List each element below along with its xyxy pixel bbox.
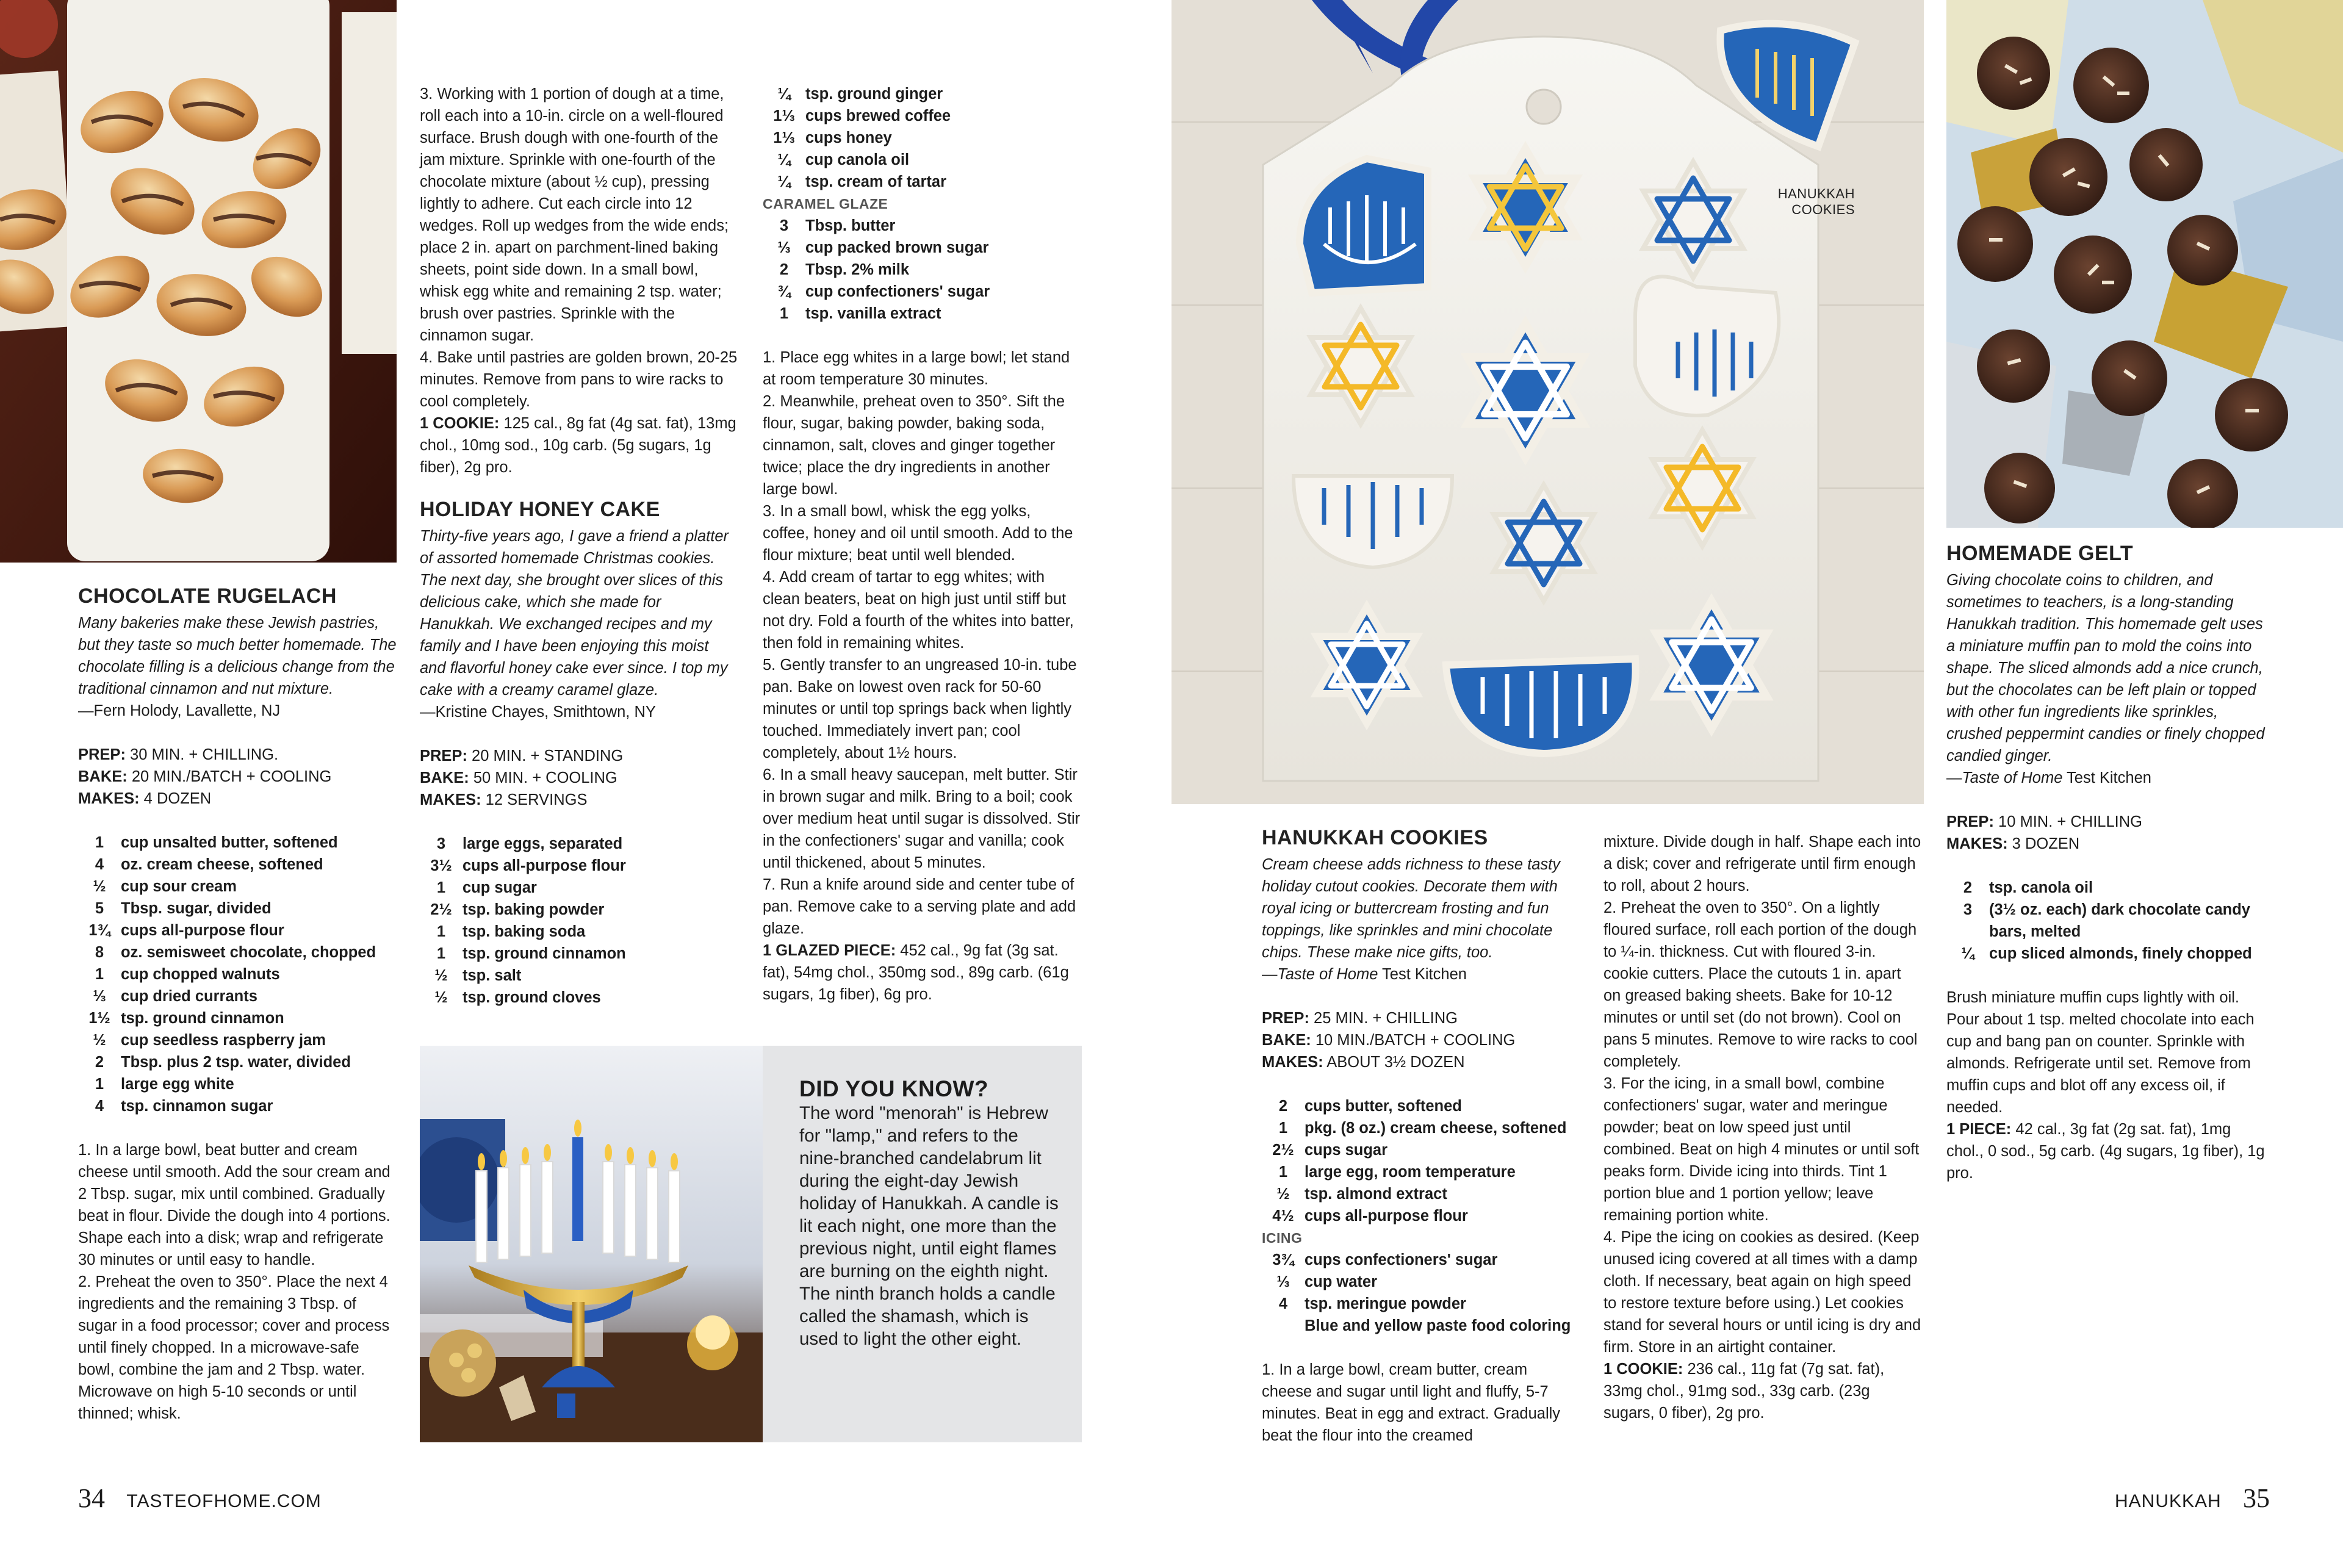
ingredient-quantity: ½ (434, 967, 448, 984)
gelt-nutrition: 1 PIECE: 42 cal., 3g fat (2g sat. fat), 1mg chol., 0 sod., 5g carb. (4g sugars, 1g fiber), 1g pro. (1946, 1121, 2265, 1182)
ingredient-row (420, 943, 738, 965)
ingredient-name: Tbsp. sugar, divided (121, 900, 272, 917)
ingredient-name: cup dried currants (121, 988, 257, 1005)
ingredient-quantity: 3 (779, 217, 789, 234)
ingredient-name: large egg, room temperature (1305, 1163, 1516, 1181)
ingredient-name: Blue and yellow paste food coloring (1305, 1317, 1571, 1334)
ingredient-row (1262, 1117, 1580, 1139)
ingredient-row (78, 897, 397, 919)
ingredient-quantity: 1 (1278, 1120, 1288, 1137)
ingredient-row (420, 877, 738, 899)
ingredient-name: oz. semisweet chocolate, chopped (121, 944, 376, 961)
ingredient-quantity: 2½ (1272, 1142, 1294, 1159)
step-paragraph: 1. In a large bowl, beat butter and cream cheese until smooth. Add the sour cream and 2 Tbsp. sugar, mix until combined. Gradually beat in flour. Divide the dough into 4 portions. Shape each into a disk; wrap and refrigerate 30 minutes or until easy to handle. (78, 1142, 390, 1268)
ingredient-row (78, 1007, 397, 1029)
ingredient-quantity: 2 (95, 1054, 104, 1071)
ingredient-quantity: 3¾ (1272, 1251, 1294, 1268)
ingredient-name: Tbsp. plus 2 tsp. water, divided (121, 1054, 351, 1071)
ingredient-quantity: 4 (1278, 1295, 1288, 1312)
ingredient-name: cup water (1305, 1273, 1378, 1290)
ingredient-quantity: 4 (95, 1098, 104, 1115)
meta-makes: MAKES: 3 DOZEN (1946, 835, 2080, 852)
step-paragraph: Brush miniature muffin cups lightly with oil. Pour about 1 tsp. melted chocolate into each cup and bang pan on counter. Sprinkle with almonds. Refrigerate until set. Remove from muffin cups and blot off any excess oil, if needed. (1946, 989, 2255, 1116)
ingredient-row (78, 941, 397, 963)
rugelach-recipe (78, 584, 397, 1425)
did-you-know-box (763, 1046, 1082, 1442)
section-name: HANUKKAH (2115, 1491, 2222, 1511)
glaze-ingredients (763, 215, 1081, 325)
honeycake-steps (763, 347, 1081, 940)
ingredient-row (763, 171, 1081, 193)
cookies-title: HANUKKAH COOKIES (1262, 826, 1488, 849)
ingredient-row (420, 965, 738, 987)
ingredient-quantity: 2 (779, 261, 789, 278)
ingredient-name: cup sugar (462, 879, 537, 896)
ingredient-name: cups brewed coffee (805, 107, 951, 124)
ingredient-name: cup sliced almonds, finely chopped (1989, 945, 2252, 962)
honeycake-nutrition: 1 GLAZED PIECE: 452 cal., 9g fat (3g sat. fat), 54mg chol., 350mg sod., 89g carb. (61g sugars, 1g fiber), 6g pro. (763, 942, 1069, 1003)
ingredient-row (78, 832, 397, 854)
ingredient-name: cup unsalted butter, softened (121, 834, 338, 851)
ingredient-row (1946, 899, 2265, 943)
site-name: TASTEOFHOME.COM (126, 1491, 322, 1511)
column-three (763, 83, 1081, 1005)
cookies-meta (1262, 1007, 1580, 1073)
ingredient-name: tsp. baking soda (462, 923, 586, 940)
meta-bake: BAKE: 10 MIN./BATCH + COOLING (1262, 1032, 1516, 1049)
meta-prep: PREP: 30 MIN. + CHILLING. (78, 746, 279, 763)
honeycake-glaze (763, 193, 1081, 325)
ingredient-quantity: ⅓ (1276, 1273, 1290, 1290)
ingredient-quantity: 1¾ (88, 922, 110, 939)
step-paragraph: 4. Bake until pastries are golden brown, 20-25 minutes. Remove from pans to wire racks to cool completely. (420, 349, 738, 410)
ingredient-name: cup seedless raspberry jam (121, 1032, 326, 1049)
rugelach-title: CHOCOLATE RUGELACH (78, 584, 337, 608)
cookies-nutrition: 1 COOKIE: 236 cal., 11g fat (7g sat. fat), 33mg chol., 91mg sod., 33g carb. (23g sugars, 0 fiber), 2g pro. (1603, 1361, 1885, 1422)
ingredient-name: cup confectioners' sugar (805, 283, 990, 300)
step-paragraph: 6. In a small heavy saucepan, melt butter. Stir in brown sugar and milk. Bring to a boil; cook over medium heat until sugar is dissolved. Stir in the confectioners' sugar and vanilla; cook until thickened, about 5 minutes. (763, 766, 1081, 871)
rugelach-steps-part1 (78, 1139, 397, 1425)
step-paragraph: 3. For the icing, in a small bowl, combine confectioners' sugar, water and meringue powder; beat on low speed just until combined. Beat on high 4 minutes or until soft peaks form. Divide icing into thirds. Tint 1 portion blue and 1 portion yellow; leave remaining portion white. (1603, 1075, 1920, 1224)
ingredient-quantity: 1½ (88, 1010, 110, 1027)
ingredient-row (420, 899, 738, 921)
step-paragraph: 2. Preheat the oven to 350°. On a lightly floured surface, roll each portion of the dough to ¼-in. thickness. Cut with floured 3-in. cookie cutters. Place the cutouts 1 in. apart on greased baking sheets. Bake for 10-12 minutes or until set (do not brown). Cool on pans 5 minutes. Remove to wire racks to cool completely. (1603, 899, 1918, 1070)
rugelach-nutrition: 1 COOKIE: 125 cal., 8g fat (4g sat. fat), 13mg chol., 10mg sod., 10g carb. (5g sugars, 1g fiber), 2g pro. (420, 415, 736, 476)
icing-ingredients (1262, 1249, 1580, 1337)
ingredient-row (763, 83, 1081, 105)
rugelach-steps-part2 (420, 83, 738, 412)
ingredient-row (1262, 1205, 1580, 1227)
honeycake-byline: —Kristine Chayes, Smithtown, NY (420, 703, 656, 721)
ingredient-row (1262, 1095, 1580, 1117)
ingredient-row (763, 259, 1081, 281)
gelt-photo (1946, 0, 2343, 528)
ingredient-name: cup canola oil (805, 151, 910, 168)
ingredient-row (420, 921, 738, 943)
ingredient-row (1262, 1161, 1580, 1183)
ingredient-quantity: 1 (436, 945, 446, 962)
icing-label: ICING (1262, 1230, 1303, 1246)
ingredient-quantity: 1⅓ (773, 107, 795, 124)
honeycake-meta (420, 745, 738, 811)
page-number-right: 35 (2243, 1483, 2270, 1513)
meta-makes: MAKES: ABOUT 3½ DOZEN (1262, 1054, 1465, 1071)
ingredient-name: large eggs, separated (462, 835, 623, 852)
ingredient-quantity: 3 (436, 835, 446, 852)
cookies-steps-part2 (1603, 831, 1922, 1358)
cookies-column-two (1603, 831, 1922, 1424)
ingredient-row (763, 303, 1081, 325)
gelt-steps (1946, 987, 2265, 1118)
ingredient-row (78, 1073, 397, 1095)
cookies-photo (1172, 0, 1924, 804)
ingredient-row (1262, 1293, 1580, 1315)
left-folio (78, 1483, 322, 1514)
ingredient-name: cups butter, softened (1305, 1098, 1462, 1115)
cookies-byline: —Taste of Home Test Kitchen (1262, 966, 1467, 983)
ingredient-quantity: ⅓ (93, 988, 106, 1005)
ingredient-name: pkg. (8 oz.) cream cheese, softened (1305, 1120, 1567, 1137)
ingredient-name: tsp. cinnamon sugar (121, 1098, 273, 1115)
ingredient-name: tsp. salt (462, 967, 522, 984)
glaze-label: CARAMEL GLAZE (763, 196, 888, 212)
ingredient-quantity: ½ (93, 1032, 106, 1049)
ingredient-row (1262, 1183, 1580, 1205)
ingredient-quantity: ½ (1276, 1185, 1290, 1203)
ingredient-name: cups all-purpose flour (1305, 1207, 1468, 1225)
ingredient-quantity: ½ (434, 989, 448, 1006)
rugelach-photo (0, 0, 397, 563)
ingredient-quantity: 2 (1278, 1098, 1288, 1115)
ingredient-quantity: ⅓ (777, 239, 791, 256)
gelt-recipe (1946, 542, 2265, 1184)
ingredient-quantity: 1⅓ (773, 129, 795, 146)
ingredient-quantity: 5 (95, 900, 104, 917)
ingredient-quantity: 3 (1963, 901, 1973, 918)
ingredient-name: tsp. ground ginger (805, 85, 943, 102)
step-paragraph: 7. Run a knife around side and center tube of pan. Remove cake to a serving plate and add glaze. (763, 876, 1076, 937)
step-paragraph: 1. Place egg whites in a large bowl; let stand at room temperature 30 minutes. (763, 349, 1070, 388)
step-paragraph: 5. Gently transfer to an ungreased 10-in. tube pan. Bake on lowest oven rack for 50-60 minutes or until top springs back when lightly touched. Immediately invert pan; cool completely, about 1½ hours. (763, 656, 1077, 761)
ingredient-row (78, 854, 397, 876)
honeycake-title: HOLIDAY HONEY CAKE (420, 498, 660, 521)
meta-prep: PREP: 25 MIN. + CHILLING (1262, 1010, 1458, 1027)
ingredient-name: cup packed brown sugar (805, 239, 989, 256)
ingredient-name: Tbsp. 2% milk (805, 261, 910, 278)
honeycake-ingredients-b (763, 83, 1081, 193)
ingredient-quantity: 4 (95, 856, 104, 873)
ingredient-quantity: 8 (95, 944, 104, 961)
gelt-intro: Giving chocolate coins to children, and sometimes to teachers, is a long-standing Hanukkah tradition. This homemade gelt uses a miniature muffin pan to mold the coins into shape. The sliced almonds add a nice crunch, but the chocolates can be left plain or topped with other fun ingredients like sprinkles, crushed peppermint candies or finely chopped candied ginger. (1946, 572, 2265, 764)
ingredient-name: cup sour cream (121, 878, 237, 895)
gelt-title: HOMEMADE GELT (1946, 542, 2134, 565)
gelt-ingredients (1946, 877, 2265, 965)
meta-prep: PREP: 20 MIN. + STANDING (420, 747, 624, 764)
ingredient-quantity: 1 (779, 305, 789, 322)
step-paragraph: 3. In a small bowl, whisk the egg yolks, coffee, honey and oil until smooth. Add to the flour mixture; beat until well blended. (763, 503, 1073, 564)
ingredient-quantity: ¼ (777, 173, 791, 190)
ingredient-row (1262, 1271, 1580, 1293)
ingredient-quantity: ¼ (777, 85, 791, 102)
ingredient-row (78, 876, 397, 897)
ingredient-name: large egg white (121, 1076, 234, 1093)
ingredient-name: cups all-purpose flour (121, 922, 284, 939)
ingredient-row (78, 963, 397, 985)
step-paragraph: 2. Meanwhile, preheat oven to 350°. Sift the flour, sugar, baking powder, baking soda, cinnamon, salt, cloves and ginger together twice; place the dry ingredients in another large bowl. (763, 393, 1065, 498)
ingredient-name: tsp. ground cloves (462, 989, 601, 1006)
meta-makes: MAKES: 12 SERVINGS (420, 791, 588, 808)
meta-makes: MAKES: 4 DOZEN (78, 790, 212, 807)
cookies-photo-label: HANUKKAH COOKIES (1777, 186, 1855, 217)
ingredient-name: tsp. canola oil (1989, 879, 2093, 896)
ingredient-name: cups honey (805, 129, 892, 146)
meta-bake: BAKE: 50 MIN. + COOLING (420, 769, 617, 786)
ingredient-name: tsp. cream of tartar (805, 173, 946, 190)
ingredient-row (1946, 943, 2265, 965)
column-two (420, 83, 738, 1030)
rugelach-meta (78, 744, 397, 810)
ingredient-row (763, 215, 1081, 237)
ingredient-row (78, 985, 397, 1007)
cookies-recipe (1262, 826, 1580, 1447)
ingredient-row (763, 281, 1081, 303)
did-you-know-title: DID YOU KNOW? (799, 1076, 989, 1101)
step-paragraph: 1. In a large bowl, cream butter, cream cheese and sugar until light and fluffy, 5-7 minutes. Beat in egg and extract. Gradually beat the flour into the creamed (1262, 1361, 1561, 1444)
cookies-intro: Cream cheese adds richness to these tasty holiday cutout cookies. Decorate them with royal icing or buttercream frosting and fun toppings, like sprinkles and mini chocolate chips. These make nice gifts, too. (1262, 856, 1560, 961)
ingredient-row (78, 1095, 397, 1117)
ingredient-row (420, 987, 738, 1009)
ingredient-name: cups confectioners' sugar (1305, 1251, 1498, 1268)
step-paragraph: 4. Add cream of tartar to egg whites; with clean beaters, beat on high just until stiff but not dry. Fold a fourth of the whites into batter, then fold in remaining whites. (763, 569, 1074, 652)
ingredient-quantity: 1 (95, 834, 104, 851)
ingredient-row (78, 919, 397, 941)
step-paragraph: 4. Pipe the icing on cookies as desired. (Keep unused icing covered at all times with a damp cloth. If necessary, beat again on high speed to restore texture before using.) Let cookies stand for several hours or until icing is dry and firm. Store in an airtight container. (1603, 1229, 1921, 1356)
step-paragraph: mixture. Divide dough in half. Shape each into a disk; cover and refrigerate until firm enough to roll, about 2 hours. (1603, 833, 1921, 894)
ingredient-name: tsp. meringue powder (1305, 1295, 1466, 1312)
ingredient-quantity: ¼ (1961, 945, 1974, 962)
ingredient-name: Tbsp. butter (805, 217, 896, 234)
ingredient-name: (3½ oz. each) dark chocolate candy bars, melted (1989, 901, 2250, 940)
ingredient-quantity: ¾ (777, 283, 791, 300)
honeycake-ingredients-a (420, 833, 738, 1009)
ingredient-row (1946, 877, 2265, 899)
menorah-photo (420, 1046, 763, 1442)
ingredient-quantity: ½ (93, 878, 106, 895)
ingredient-name: tsp. almond extract (1305, 1185, 1447, 1203)
meta-bake: BAKE: 20 MIN./BATCH + COOLING (78, 768, 332, 785)
ingredient-row (1262, 1315, 1580, 1337)
ingredient-quantity: 1 (436, 923, 446, 940)
cookies-steps-part1 (1262, 1359, 1580, 1447)
ingredient-quantity: 1 (95, 966, 104, 983)
page-number-left: 34 (78, 1483, 105, 1513)
gelt-meta (1946, 811, 2265, 855)
ingredient-name: tsp. ground cinnamon (121, 1010, 284, 1027)
ingredient-row (78, 1051, 397, 1073)
ingredient-name: tsp. baking powder (462, 901, 605, 918)
step-paragraph: 2. Preheat the oven to 350°. Place the next 4 ingredients and the remaining 3 Tbsp. of sugar in a food processor; cover and process until finely chopped. In a microwave-safe bowl, combine the jam and 2 Tbsp. water. Microwave on high 5-10 seconds or until thinned; whisk. (78, 1273, 390, 1422)
ingredient-quantity: 2½ (430, 901, 452, 918)
right-folio (2115, 1483, 2270, 1514)
ingredient-name: cups sugar (1305, 1142, 1388, 1159)
ingredient-quantity: 1 (436, 879, 446, 896)
step-paragraph: 3. Working with 1 portion of dough at a time, roll each into a 10-in. circle on a well-floured surface. Brush dough with one-fourth of the jam mixture. Sprinkle with one-fourth of the chocolate mixture (about ½ cup), pressing lightly to adhere. Cut each circle into 12 wedges. Roll up wedges from the wide ends; place 2 in. apart on parchment-lined baking sheets, point side down. In a small bowl, whisk egg white and remaining 2 tsp. water; brush over pastries. Sprinkle with the cinnamon sugar. (420, 85, 729, 344)
ingredient-row (763, 127, 1081, 149)
rugelach-intro: Many bakeries make these Jewish pastries, but they taste so much better homemade. The chocolate filling is a delicious change from the traditional cinnamon and nut mixture. (78, 614, 397, 697)
ingredient-row (78, 1029, 397, 1051)
rugelach-ingredients (78, 832, 397, 1117)
ingredient-row (1262, 1249, 1580, 1271)
ingredient-row (420, 855, 738, 877)
honeycake-intro: Thirty-five years ago, I gave a friend a platter of assorted homemade Christmas cookies. The next day, she brought over slices of this delicious cake, which she made for Hanukkah. We exchanged recipes and my family and I have been enjoying this moist and flavorful honey cake ever since. I top my cake with a creamy caramel glaze. (420, 528, 729, 699)
ingredient-quantity: 4½ (1272, 1207, 1294, 1225)
ingredient-quantity: 3½ (430, 857, 452, 874)
ingredient-quantity: 2 (1963, 879, 1973, 896)
ingredient-name: oz. cream cheese, softened (121, 856, 323, 873)
ingredient-row (1262, 1139, 1580, 1161)
ingredient-name: cup chopped walnuts (121, 966, 280, 983)
cookies-ingredients (1262, 1095, 1580, 1337)
ingredient-row (763, 149, 1081, 171)
ingredient-row (420, 833, 738, 855)
ingredient-row (763, 105, 1081, 127)
gelt-byline: —Taste of Home Test Kitchen (1946, 769, 2151, 786)
meta-prep: PREP: 10 MIN. + CHILLING (1946, 813, 2142, 830)
ingredient-quantity: 1 (95, 1076, 104, 1093)
ingredient-quantity: ¼ (777, 151, 791, 168)
ingredient-name: cups all-purpose flour (462, 857, 626, 874)
ingredient-row (763, 237, 1081, 259)
cookie-dough-ingredients (1262, 1095, 1580, 1227)
ingredient-name: tsp. vanilla extract (805, 305, 941, 322)
ingredient-name: tsp. ground cinnamon (462, 945, 626, 962)
rugelach-byline: —Fern Holody, Lavallette, NJ (78, 702, 281, 719)
ingredient-quantity: 1 (1278, 1163, 1288, 1181)
ingredient-quantity (1262, 1315, 1305, 1337)
did-you-know-body: The word "menorah" is Hebrew for "lamp," and refers to the nine-branched candelabrum lit during the eight-day Jewish holiday of Hanukkah. A candle is lit each night, one more than the previous night, until eight flames are burning on the eighth night. The ninth branch holds a candle called the shamash, which is used to light the other eight. (799, 1103, 1059, 1349)
